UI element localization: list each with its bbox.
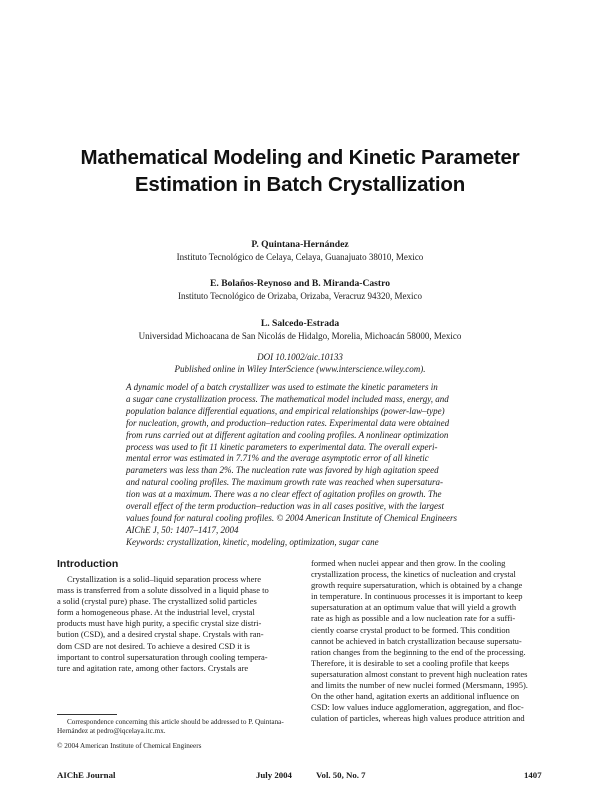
footnote-divider bbox=[57, 714, 117, 715]
citation-line: AIChE J, 50: 1407–1417, 2004 bbox=[126, 524, 239, 535]
author-2: E. Bolaños-Reynoso and B. Miranda-Castro bbox=[210, 278, 390, 289]
abstract-line: process was used to fit 11 kinetic parameters to experimental data. The overall experi- bbox=[126, 441, 438, 452]
body-line: growth require supersaturation, which is obtained by a change bbox=[311, 580, 523, 591]
body-line: a solid (crystal pure) phase. The crystallized solid particles bbox=[57, 596, 257, 607]
body-line: bution (CSD), and a desired crystal shape. Crystals with ran- bbox=[57, 629, 264, 640]
abstract-line: a sugar cane crystallization process. The mathematical model included mass, energy, and bbox=[126, 393, 449, 404]
body-line: form a homogeneous phase. At the industrial level, crystal bbox=[57, 607, 255, 618]
abstract bbox=[126, 382, 476, 549]
footer-page-number: 1407 bbox=[524, 770, 542, 780]
abstract-line: parameters was less than 2%. The nucleation rate was favored by high agitation speed bbox=[126, 465, 439, 476]
body-line: Therefore, it is desirable to set a cooling profile that keeps bbox=[311, 657, 510, 668]
body-line: Crystallization is a solid–liquid separation process where bbox=[67, 574, 262, 584]
abstract-line: mental error was estimated in 7.71% and the average asymptotic error of all kinetic bbox=[126, 453, 429, 464]
footer-journal: AIChE Journal bbox=[57, 770, 116, 780]
body-line: formed when nuclei appear and then grow. In the cooling bbox=[311, 558, 506, 568]
body-line: ration changes from the beginning to the end of the processing. bbox=[311, 646, 526, 657]
body-line: culation of particles, whereas high values produce attrition and bbox=[311, 713, 525, 724]
published-online: Published online in Wiley InterScience (www.interscience.wiley.com). bbox=[174, 364, 426, 374]
body-line: ture and agitation rate, among other factors. Crystals are bbox=[57, 662, 249, 673]
left-column bbox=[57, 574, 295, 674]
footer-volume: Vol. 50, No. 7 bbox=[316, 770, 366, 780]
affiliation-2: Instituto Tecnológico de Orizaba, Orizaba, Veracruz 94320, Mexico bbox=[178, 291, 422, 301]
section-heading-introduction: Introduction bbox=[57, 558, 119, 570]
body-line: dom CSD are not desired. To achieve a desired CSD it is bbox=[57, 640, 250, 651]
title-line-2: Estimation in Batch Crystallization bbox=[134, 173, 466, 196]
footnote-line: Hernández at pedro@iqcelaya.itc.mx. bbox=[57, 726, 166, 735]
body-line: supersaturation at an optimum value that will yield a growth bbox=[311, 602, 517, 613]
body-line: in temperature. In continuous processes it is important to keep bbox=[311, 591, 523, 602]
body-line: cannot be achieved in batch crystallization because supersatu- bbox=[311, 635, 522, 646]
body-line: CSD: low values induce agglomeration, aggregation, and floc- bbox=[311, 702, 524, 713]
abstract-line: tion was at a maximum. There was a no clear effect of agitation profiles on growth. The bbox=[126, 489, 442, 500]
body-line: important to control supersaturation through cooling tempera- bbox=[57, 651, 268, 662]
abstract-line: for nucleation, growth, and production–reduction rates. Experimental data were obtained bbox=[126, 417, 450, 428]
body-line: On the other hand, agitation exerts an additional influence on bbox=[311, 691, 520, 702]
doi[interactable]: DOI 10.1002/aic.10133 bbox=[257, 352, 343, 362]
body-line: mass is transferred from a solute dissolved in a liquid phase to bbox=[57, 585, 269, 596]
footnote-line: Correspondence concerning this article should be addressed to P. Quintana- bbox=[67, 718, 284, 726]
body-line: products must have high purity, a specific crystal size distri- bbox=[57, 618, 262, 629]
affiliation-1: Instituto Tecnológico de Celaya, Celaya, Guanajuato 38010, Mexico bbox=[176, 252, 424, 262]
body-line: crystallization process, the kinetics of nucleation and crystal bbox=[311, 569, 516, 580]
affiliation-3: Universidad Michoacana de San Nicolás de Hidalgo, Morelia, Michoacán 58000, Mexico bbox=[138, 331, 462, 341]
abstract-line: and natural cooling profiles. The maximum growth rate was reached when supersatura- bbox=[126, 477, 443, 488]
copyright-note: © 2004 American Institute of Chemical Engineers bbox=[57, 742, 202, 750]
keywords-line: Keywords: crystallization, kinetic, modeling, optimization, sugar cane bbox=[126, 536, 379, 547]
body-line: supersaturation almost constant to prevent high nucleation rates bbox=[311, 668, 528, 679]
correspondence-note bbox=[57, 718, 295, 736]
title-line-1: Mathematical Modeling and Kinetic Parameter bbox=[80, 146, 520, 169]
body-line: and limits the number of new nuclei formed (Mersmann, 1995). bbox=[311, 680, 528, 691]
right-column bbox=[311, 558, 547, 724]
paper-title bbox=[0, 144, 600, 198]
footer-date: July 2004 bbox=[256, 770, 292, 780]
author-3: L. Salcedo-Estrada bbox=[260, 318, 340, 329]
abstract-line: population balance differential equations, and empirical relationships (power-law–type) bbox=[126, 405, 445, 416]
abstract-line: from runs carried out at different agitation and cooling profiles. A nonlinear optimization bbox=[126, 429, 449, 440]
author-1: P. Quintana-Hernández bbox=[251, 239, 349, 250]
abstract-line: A dynamic model of a batch crystallizer was used to estimate the kinetic parameters in bbox=[126, 382, 438, 392]
body-line: ciently coarse crystal product to be formed. This condition bbox=[311, 624, 510, 635]
abstract-line: values found for natural cooling profiles. © 2004 American Institute of Chemical Engineers bbox=[126, 512, 458, 523]
body-line: rate as high as possible and a low nucleation rate for a suffi- bbox=[311, 613, 516, 624]
abstract-line: overall effect of the term production–reduction was in all cases positive, with the largest bbox=[126, 501, 444, 512]
